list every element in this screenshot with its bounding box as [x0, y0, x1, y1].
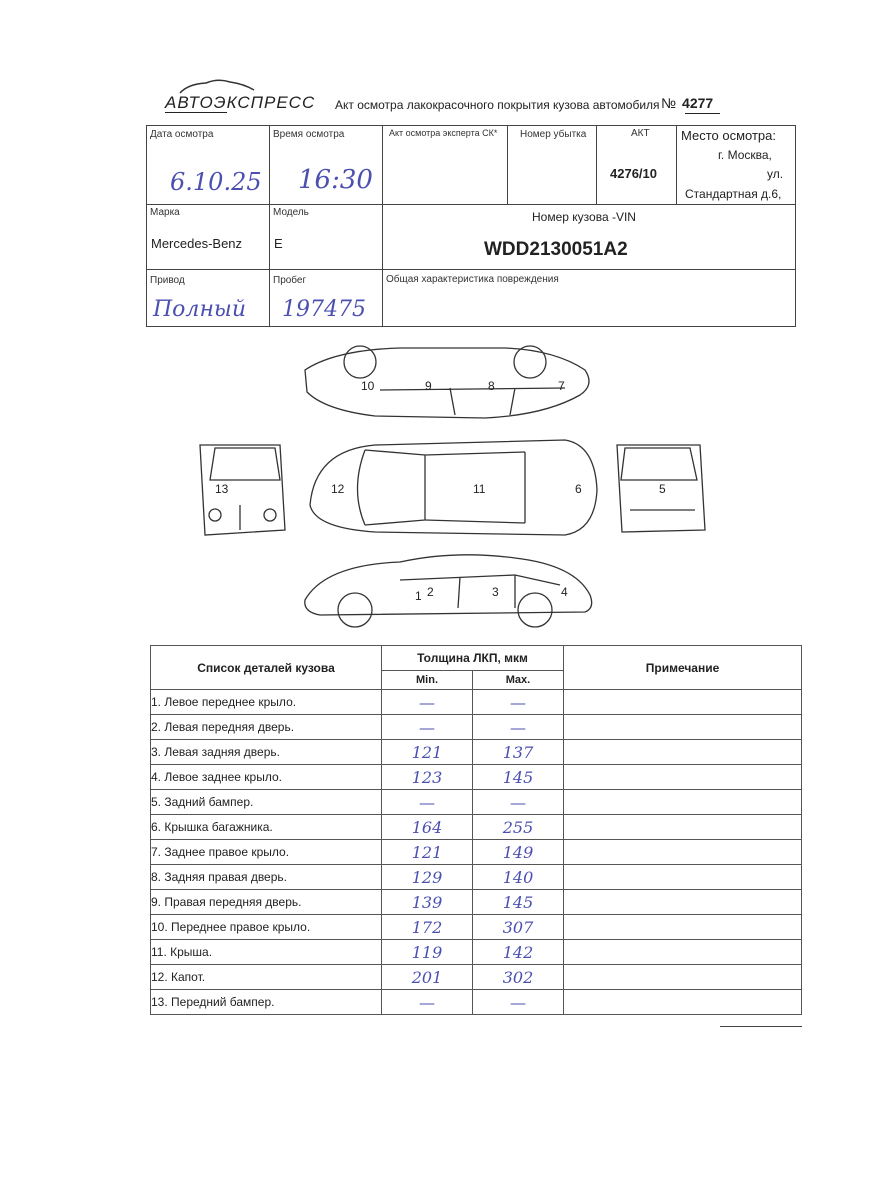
damage-label: Общая характеристика повреждения [386, 274, 559, 285]
number-value: 4277 [682, 95, 714, 111]
part-name: 4. Левое заднее крыло. [151, 765, 382, 790]
zone-number: 7 [558, 379, 565, 393]
company-logo: АВТОЭКСПРЕСС [165, 93, 316, 112]
note-cell [564, 790, 802, 815]
zone-number: 13 [215, 482, 229, 496]
zone-number: 2 [427, 585, 434, 599]
note-cell [564, 840, 802, 865]
zone-number: 11 [473, 482, 486, 496]
min-value: 119 [382, 940, 473, 965]
table-row [151, 790, 802, 815]
max-value: — [473, 690, 564, 715]
mileage-value: 197475 [282, 297, 366, 322]
part-name: 3. Левая задняя дверь. [151, 740, 382, 765]
table-row [151, 890, 802, 915]
note-cell [564, 740, 802, 765]
expert-label: Акт осмотра эксперта СК* [389, 128, 498, 138]
note-cell [564, 865, 802, 890]
place-line-2: ул. [767, 167, 784, 181]
document-title: Акт осмотра лакокрасочного покрытия кузова автомобиля [335, 98, 660, 112]
vin-value: WDD2130051A2 [484, 239, 628, 260]
zone-number: 8 [488, 379, 495, 393]
table-row [151, 965, 802, 990]
note-cell [564, 890, 802, 915]
parts-header: Список деталей кузова [151, 646, 382, 690]
min-value: — [382, 990, 473, 1015]
time-label: Время осмотра [273, 129, 345, 140]
note-cell [564, 990, 802, 1015]
car-body-diagram [185, 340, 725, 640]
table-row [151, 715, 802, 740]
loss-label: Номер убытка [520, 129, 587, 140]
note-cell [564, 815, 802, 840]
document-number [661, 95, 713, 111]
note-cell [564, 940, 802, 965]
part-name: 9. Правая передняя дверь. [151, 890, 382, 915]
vin-label: Номер кузова -VIN [532, 210, 636, 224]
logo-underline [165, 112, 227, 113]
zone-number: 9 [425, 379, 432, 393]
part-name: 7. Заднее правое крыло. [151, 840, 382, 865]
max-value: — [473, 990, 564, 1015]
zone-number: 1 [415, 589, 422, 603]
part-name: 8. Задняя правая дверь. [151, 865, 382, 890]
min-value: — [382, 790, 473, 815]
body-parts-table [150, 645, 802, 1015]
max-value: 140 [473, 865, 564, 890]
drive-label: Привод [150, 275, 185, 286]
part-name: 11. Крыша. [151, 940, 382, 965]
max-value: 302 [473, 965, 564, 990]
max-value: 145 [473, 890, 564, 915]
date-value: 6.10.25 [170, 168, 262, 196]
table-row [151, 865, 802, 890]
max-value: 307 [473, 915, 564, 940]
place-line-3: Стандартная д.6, [685, 187, 782, 201]
part-name: 2. Левая передняя дверь. [151, 715, 382, 740]
max-value: 145 [473, 765, 564, 790]
zone-number: 4 [561, 585, 568, 599]
max-value: — [473, 790, 564, 815]
model-label: Модель [273, 207, 309, 218]
note-cell [564, 690, 802, 715]
min-value: 121 [382, 740, 473, 765]
min-value: 139 [382, 890, 473, 915]
part-name: 6. Крышка багажника. [151, 815, 382, 840]
min-value: — [382, 715, 473, 740]
min-value: 201 [382, 965, 473, 990]
note-header: Примечание [564, 646, 802, 690]
note-cell [564, 965, 802, 990]
table-row [151, 915, 802, 940]
zone-number: 12 [331, 482, 345, 496]
max-value: 255 [473, 815, 564, 840]
time-value: 16:30 [298, 165, 373, 195]
act-value: 4276/10 [610, 166, 657, 181]
max-value: 137 [473, 740, 564, 765]
brand-value: Mercedes-Benz [151, 236, 243, 251]
zone-number: 10 [361, 379, 375, 393]
table-row [151, 940, 802, 965]
brand-label: Марка [150, 207, 180, 218]
model-value: E [274, 236, 283, 251]
part-name: 13. Передний бампер. [151, 990, 382, 1015]
table-row [151, 815, 802, 840]
table-row [151, 840, 802, 865]
min-value: 123 [382, 765, 473, 790]
max-header: Max. [473, 671, 564, 690]
act-label: АКТ [631, 128, 650, 139]
table-row [151, 740, 802, 765]
thickness-header: Толщина ЛКП, мкм [382, 646, 564, 671]
number-label: № [661, 95, 677, 111]
min-value: — [382, 690, 473, 715]
zone-number: 6 [575, 482, 582, 496]
min-value: 164 [382, 815, 473, 840]
footer-line [720, 1026, 802, 1027]
min-header: Min. [382, 671, 473, 690]
max-value: 142 [473, 940, 564, 965]
part-name: 1. Левое переднее крыло. [151, 690, 382, 715]
place-label: Место осмотра: [681, 128, 776, 143]
max-value: 149 [473, 840, 564, 865]
min-value: 121 [382, 840, 473, 865]
table-row [151, 990, 802, 1015]
zone-number: 3 [492, 585, 499, 599]
min-value: 129 [382, 865, 473, 890]
note-cell [564, 765, 802, 790]
number-underline [685, 113, 720, 114]
part-name: 10. Переднее правое крыло. [151, 915, 382, 940]
drive-value: Полный [153, 297, 247, 322]
max-value: — [473, 715, 564, 740]
mileage-label: Пробег [273, 275, 307, 286]
date-label: Дата осмотра [150, 129, 214, 140]
part-name: 12. Капот. [151, 965, 382, 990]
note-cell [564, 915, 802, 940]
place-line-1: г. Москва, [718, 148, 772, 162]
note-cell [564, 715, 802, 740]
table-row [151, 690, 802, 715]
min-value: 172 [382, 915, 473, 940]
table-row [151, 765, 802, 790]
zone-number: 5 [659, 482, 666, 496]
part-name: 5. Задний бампер. [151, 790, 382, 815]
